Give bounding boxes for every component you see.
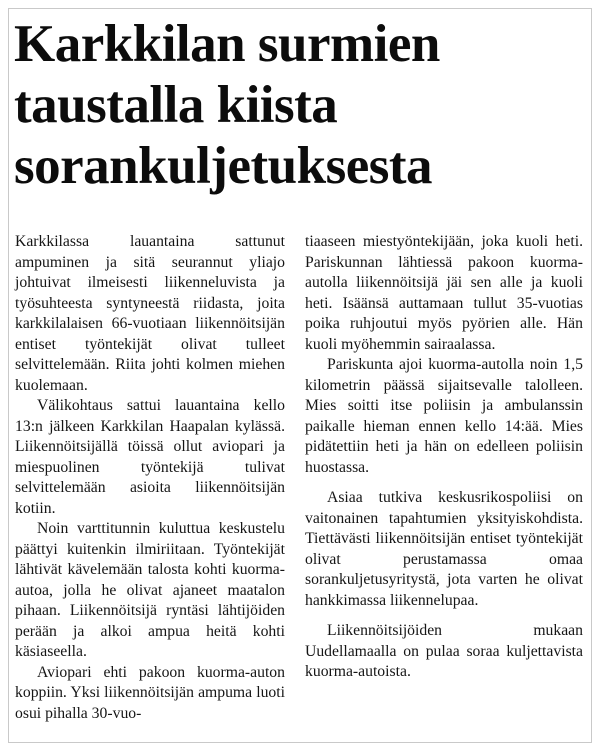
paragraph: Aviopari ehti pakoon kuorma-auton koppiin. Yksi liikennöitsijän ampuma luoti osui pihalla 30-vuo- — [15, 663, 285, 722]
paragraph: Asiaa tutkiva keskusrikospoliisi on vaitonainen tapahtumien yksityiskohdista. Tiettävästi liikennöitsijän entiset työntekijät olivat perustamassa omaa sorankuljetusyritystä, jota varten he olivat hankkimassa liikennelupaa. — [305, 489, 583, 609]
paragraph: Noin varttitunnin kuluttua keskustelu päättyi kuitenkin ilmiriitaan. Työntekijät lähtivät kävelemään talosta kohti kuorma-autoa, jolla he olivat ajaneet maatalon pihaan. Liikennöitsijä ryntäsi lähtijöiden perään ja alkoi ampua heitä kohti käsiaseella. — [15, 520, 285, 660]
headline-line-1: Karkkilan surmien — [14, 15, 440, 73]
paragraph: Karkkilassa lauantaina sattunut ampuminen ja sitä seurannut yliajo johtuivat ilmeisesti liikenneluvista ja työsuhteesta syntyneestä riidasta, joita karkkilalaisen 66-vuotiaan liikennöitsijän entiset työntekijät olivat tulleet selvittelemään. Riita johti kolmen miehen kuolemaan. — [15, 233, 285, 394]
article-column-right — [305, 232, 583, 683]
paragraph: Pariskunta ajoi kuorma-autolla noin 1,5 kilometrin päässä sijaitsevalle talolleen. Mies soitti itse poliisin ja ambulanssin paikalle hieman ennen kello 14:ää. Mies pidätettiin heti ja hän on edelleen poliisin huostassa. — [305, 356, 583, 476]
headline — [14, 14, 584, 197]
headline-line-3: sorankuljetuksesta — [14, 137, 433, 195]
paragraph: Välikohtaus sattui lauantaina kello 13:n jälkeen Karkkilan Haapalan kylässä. Liikennöitsijällä töissä ollut aviopari ja miespuolinen työntekijä tulivat selvittelemään asioita liikennöitsijän kotiin. — [15, 397, 285, 517]
paragraph: Liikennöitsijöiden mukaan Uudellamaalla on pulaa soraa kuljettavista kuorma-autoista. — [305, 622, 583, 680]
article-column-left — [15, 232, 285, 724]
paragraph: tiaaseen miestyöntekijään, joka kuoli heti. Pariskunnan lähtiessä pakoon kuorma-autolla liikennöitsijä jäi sen alle ja kuoli heti. Isäänsä auttamaan tullut 35-vuotias poika ruhjoutui myös pyörien alle. Hän kuoli myöhemmin sairaalassa. — [305, 233, 583, 353]
headline-line-2: taustalla kiista — [14, 76, 338, 134]
